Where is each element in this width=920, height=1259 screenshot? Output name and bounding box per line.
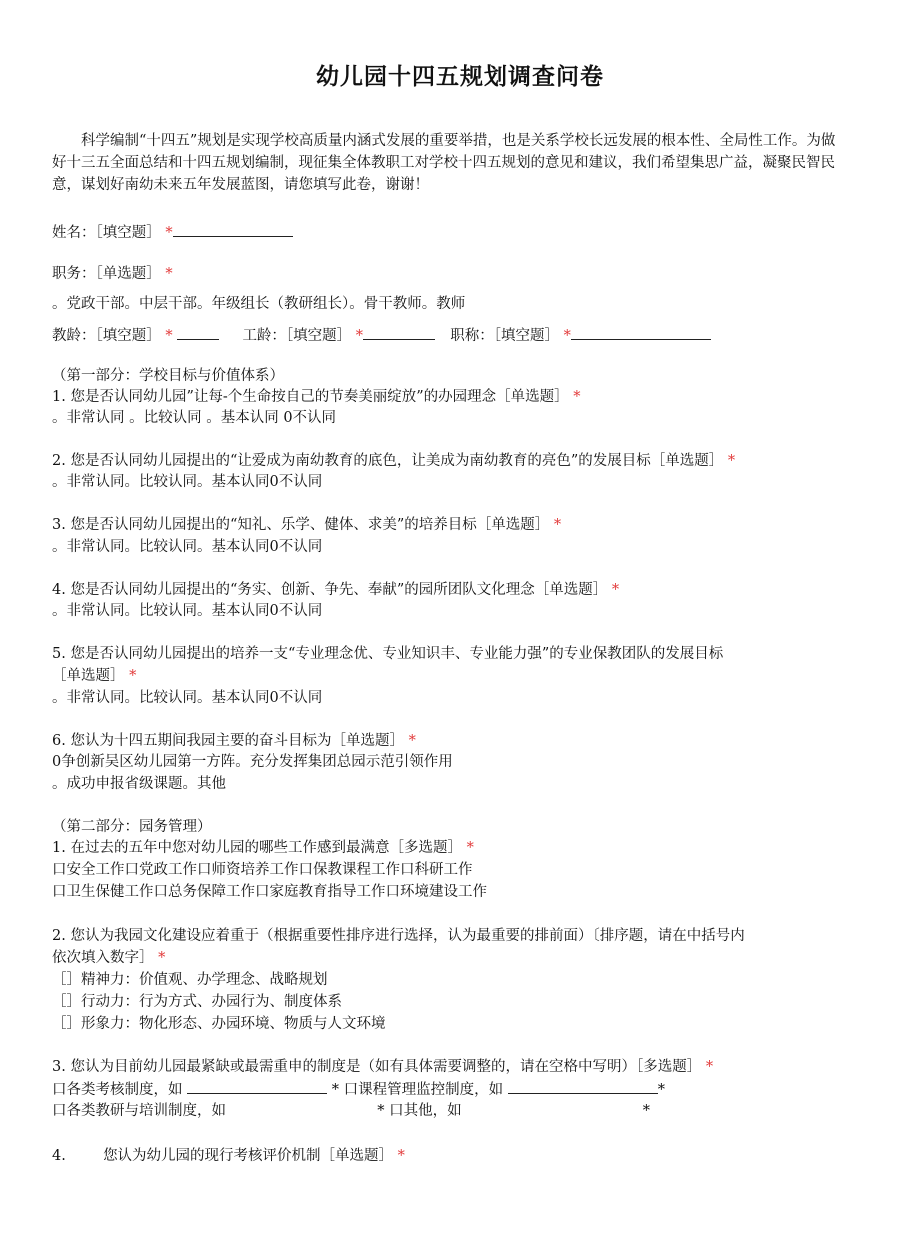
p1-question-3 [52,515,561,535]
p2-q3-row-2 [52,1101,650,1121]
star-mark: * [657,1082,665,1098]
required-star: * [165,328,173,344]
position-options[interactable]: 。党政干部。中层干部。年级组长（教研组长）。骨干教师。教师 [52,296,466,312]
p2-q3-option-d[interactable]: 口其他，如 [389,1103,462,1119]
name-input[interactable] [173,222,293,237]
job-title-label: 职称：［填空题］ [450,328,560,344]
p2-q3-option-a[interactable]: 口各类考核制度，如 [52,1082,183,1098]
required-star: * [727,453,736,469]
work-years-input[interactable] [363,325,435,340]
p2-q2-item-3[interactable]: ［］形象力：物化形态、办园环境、物质与人文环境 [52,1016,386,1032]
p1-q6-options-2[interactable]: 。成功申报省级课题。其他 [52,776,226,792]
required-star: * [705,1059,714,1075]
part2-heading: （第二部分：园务管理） [52,819,212,835]
required-star: * [355,328,364,344]
p2-q1-options-1[interactable]: 口安全工作口党政工作口师资培养工作口保教课程工作口科研工作 [52,862,473,878]
required-star: * [553,517,562,533]
p1-q2-options[interactable]: 。非常认同。比较认同。基本认同0不认同 [52,474,323,490]
p1-q4-options[interactable]: 。非常认同。比较认同。基本认同0不认同 [52,603,323,619]
p1-q6-text: 6. 您认为十四五期间我园主要的奋斗目标为［单选题］ [52,733,404,749]
star-mark: * [377,1103,385,1119]
p1-q3-options[interactable]: 。非常认同。比较认同。基本认同0不认同 [52,539,323,555]
p2-q1-options-2[interactable]: 口卫生保健工作口总务保障工作口家庭教育指导工作口环境建设工作 [52,884,487,900]
p1-question-5: 5. 您是否认同幼儿园提出的培养一支“专业理念优、专业知识丰、专业能力强”的专业保教团队的发展目标 [52,646,724,662]
teach-years-label: 教龄：［填空题］ [52,328,161,344]
position-question [52,264,173,284]
name-label: 姓名：［填空题］ [52,225,161,241]
p1-question-6 [52,731,416,751]
part1-heading: （第一部分：学校目标与价值体系） [52,368,284,384]
p2-question-1 [52,838,474,858]
name-question [52,222,293,243]
p1-q3-text: 3. 您是否认同幼儿园提出的“知礼、乐学、健体、求美”的培养目标［单选题］ [52,517,550,533]
p2-q4-number: 4. [52,1148,66,1164]
p2-q1-text: 1. 在过去的五年中您对幼儿园的哪些工作感到最满意［多选题］ [52,840,462,856]
years-row [52,325,711,346]
p1-q5-type [52,666,136,686]
p1-q6-options-1[interactable]: 0争创新吴区幼儿园第一方阵。充分发挥集团总园示范引领作用 [52,754,453,770]
intro-paragraph: 科学编制“十四五”规划是实现学校高质量内涵式发展的重要举措，也是关系学校长远发展的根本性、全局性工作。为做好十三五全面总结和十四五规划编制，现征集全体教职工对学校十四五规划的意见和建议，我们希望集思广益，凝聚民智民意，谋划好南幼未来五年发展蓝图，请您填写此卷，谢谢！ [52,133,836,193]
required-star: * [563,328,571,344]
required-star: * [129,668,137,684]
p2-q3-row-1 [52,1079,665,1100]
required-star: * [158,950,166,966]
required-star: * [408,733,416,749]
required-star: * [165,266,173,282]
p2-q2-item-1[interactable]: ［］精神力：价值观、办学理念、战略规划 [52,972,328,988]
p1-q5-options[interactable]: 。非常认同。比较认同。基本认同0不认同 [52,690,323,706]
p1-question-2 [52,451,735,471]
p2-q2-item-2[interactable]: ［］行动力：行为方式、办园行为、制度体系 [52,994,342,1010]
p1-q1-options[interactable]: 。非常认同 。比较认同 。基本认同 0不认同 [52,410,337,426]
teach-years-input[interactable] [177,325,219,340]
p2-question-2: 2. 您认为我园文化建设应着重于（根据重要性排序进行选择，认为最重要的排前面）〔排序题，请在中括号内 [52,928,745,944]
p1-question-4 [52,580,619,600]
work-years-label: 工龄：［填空题］ [242,328,352,344]
required-star: * [573,389,581,405]
p1-q4-text: 4. 您是否认同幼儿园提出的“务实、创新、争先、奉献”的园所团队文化理念［单选题］ [52,582,608,598]
required-star: * [611,582,620,598]
page-title: 幼儿园十四五规划调查问卷 [316,64,604,90]
required-star: * [397,1148,405,1164]
p2-q2-cont-text: 依次填入数字］ [52,950,154,966]
required-star: * [165,225,173,241]
p2-q3-option-c[interactable]: 口各类教研与培训制度，如 [52,1103,226,1119]
p1-q5-type-text: ［单选题］ [52,668,125,684]
p2-q3-option-b-input[interactable] [508,1079,658,1094]
p1-question-1 [52,387,581,407]
job-title-input[interactable] [571,325,711,340]
p2-question-4 [52,1146,405,1166]
required-star: * [466,840,474,856]
star-mark: * [331,1082,339,1098]
p2-q4-text: 您认为幼儿园的现行考核评价机制［单选题］ [103,1148,394,1164]
p1-q2-text: 2. 您是否认同幼儿园提出的“让爱成为南幼教育的底色，让美成为南幼教育的亮色”的发展目标［单选题］ [52,453,724,469]
p2-q3-text: 3. 您认为目前幼儿园最紧缺或最需重申的制度是（如有具体需要调整的，请在空格中写明）［多选题］ [52,1059,702,1075]
p2-q3-option-b[interactable]: 口课程管理监控制度，如 [343,1082,504,1098]
p2-q2-continued [52,948,165,968]
position-label: 职务：［单选题］ [52,266,161,282]
star-mark: * [642,1103,651,1119]
p2-question-3 [52,1057,713,1077]
p2-q3-option-a-input[interactable] [187,1079,327,1094]
p1-q1-text: 1. 您是否认同幼儿园”让每-个生命按自己的节奏美丽绽放”的办园理念［单选题］ [52,389,569,405]
